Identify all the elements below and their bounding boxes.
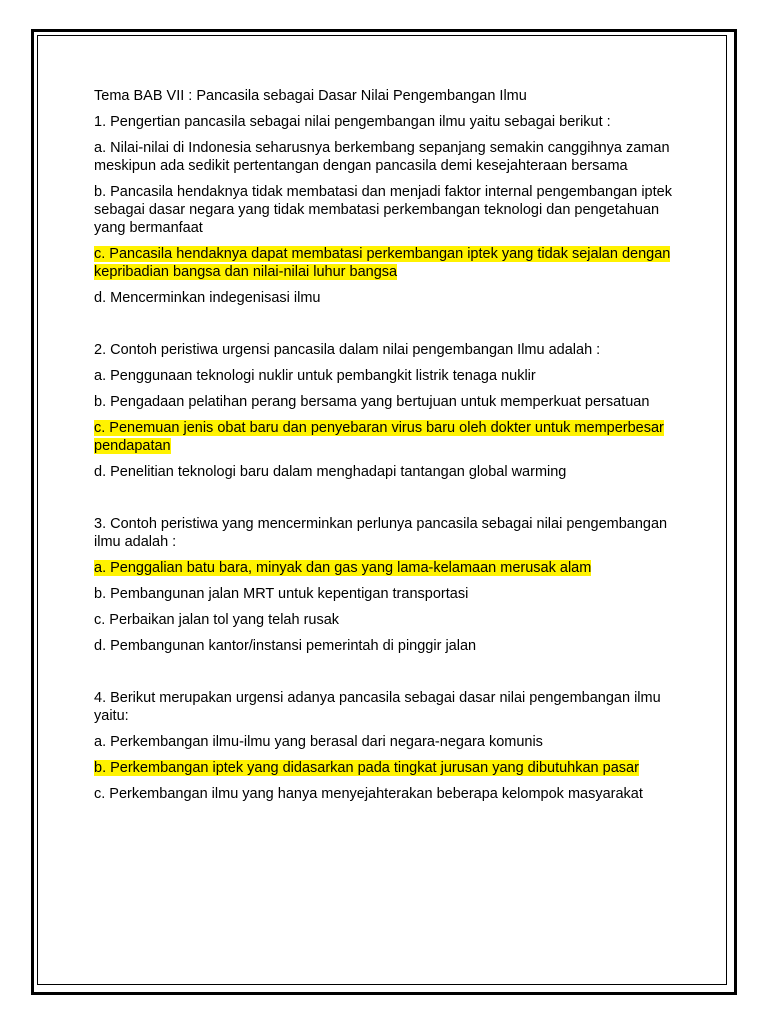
option-a-highlighted bbox=[94, 559, 694, 577]
option-a: a. Perkembangan ilmu-ilmu yang berasal dari negara-negara komunis bbox=[94, 734, 543, 750]
option-d: d. Pembangunan kantor/instansi pemerintah di pinggir jalan bbox=[94, 638, 477, 654]
option-b: b. Pancasila hendaknya tidak membatasi dan menjadi faktor internal pengembangan iptek sebagai dasar negara yang tidak membatasi perkembangan teknologi dan pengetahuan yang bermanfaat bbox=[94, 184, 672, 236]
answer-highlight: c. Pancasila hendaknya dapat membatasi perkembangan iptek yang tidak sejalan dengan kepribadian bangsa dan nilai-nilai luhur bangsa bbox=[94, 246, 671, 280]
option-c-highlighted bbox=[94, 419, 694, 455]
option-b-highlighted bbox=[94, 759, 694, 777]
question-text: 2. Contoh peristiwa urgensi pancasila dalam nilai pengembangan Ilmu adalah : bbox=[94, 342, 601, 358]
option-c-highlighted bbox=[94, 245, 694, 281]
answer-highlight: c. Penemuan jenis obat baru dan penyebaran virus baru oleh dokter untuk memperbesar pendapatan bbox=[94, 420, 664, 454]
document-body bbox=[94, 87, 694, 811]
option-d: d. Penelitian teknologi baru dalam menghadapi tantangan global warming bbox=[94, 464, 567, 480]
question-text: 4. Berikut merupakan urgensi adanya pancasila sebagai dasar nilai pengembangan ilmu yaitu: bbox=[94, 690, 661, 724]
question-text: 3. Contoh peristiwa yang mencerminkan perlunya pancasila sebagai nilai pengembangan ilmu adalah : bbox=[94, 516, 668, 550]
question-block-4 bbox=[94, 689, 694, 803]
option-c: c. Perkembangan ilmu yang hanya menyejahterakan beberapa kelompok masyarakat bbox=[94, 786, 643, 802]
answer-highlight: b. Perkembangan iptek yang didasarkan pada tingkat jurusan yang dibutuhkan pasar bbox=[94, 760, 639, 776]
question-block-2 bbox=[94, 341, 694, 481]
option-b: b. Pembangunan jalan MRT untuk kepentigan transportasi bbox=[94, 586, 469, 602]
option-a: a. Nilai-nilai di Indonesia seharusnya berkembang sepanjang semakin canggihnya zaman meskipun ada sedikit pertentangan dengan pancasila demi kesejahteraan bersama bbox=[94, 140, 670, 174]
section-spacer bbox=[94, 489, 694, 515]
option-a: a. Penggunaan teknologi nuklir untuk pembangkit listrik tenaga nuklir bbox=[94, 368, 536, 384]
section-spacer bbox=[94, 663, 694, 689]
document-title: Tema BAB VII : Pancasila sebagai Dasar Nilai Pengembangan Ilmu bbox=[94, 88, 527, 104]
option-c: c. Perbaikan jalan tol yang telah rusak bbox=[94, 612, 340, 628]
answer-highlight: a. Penggalian batu bara, minyak dan gas yang lama-kelamaan merusak alam bbox=[94, 560, 592, 576]
question-block-3 bbox=[94, 515, 694, 655]
question-block-1 bbox=[94, 113, 694, 307]
option-d: d. Mencerminkan indegenisasi ilmu bbox=[94, 290, 321, 306]
section-spacer bbox=[94, 315, 694, 341]
option-b: b. Pengadaan pelatihan perang bersama yang bertujuan untuk memperkuat persatuan bbox=[94, 394, 650, 410]
question-text: 1. Pengertian pancasila sebagai nilai pengembangan ilmu yaitu sebagai berikut : bbox=[94, 114, 611, 130]
